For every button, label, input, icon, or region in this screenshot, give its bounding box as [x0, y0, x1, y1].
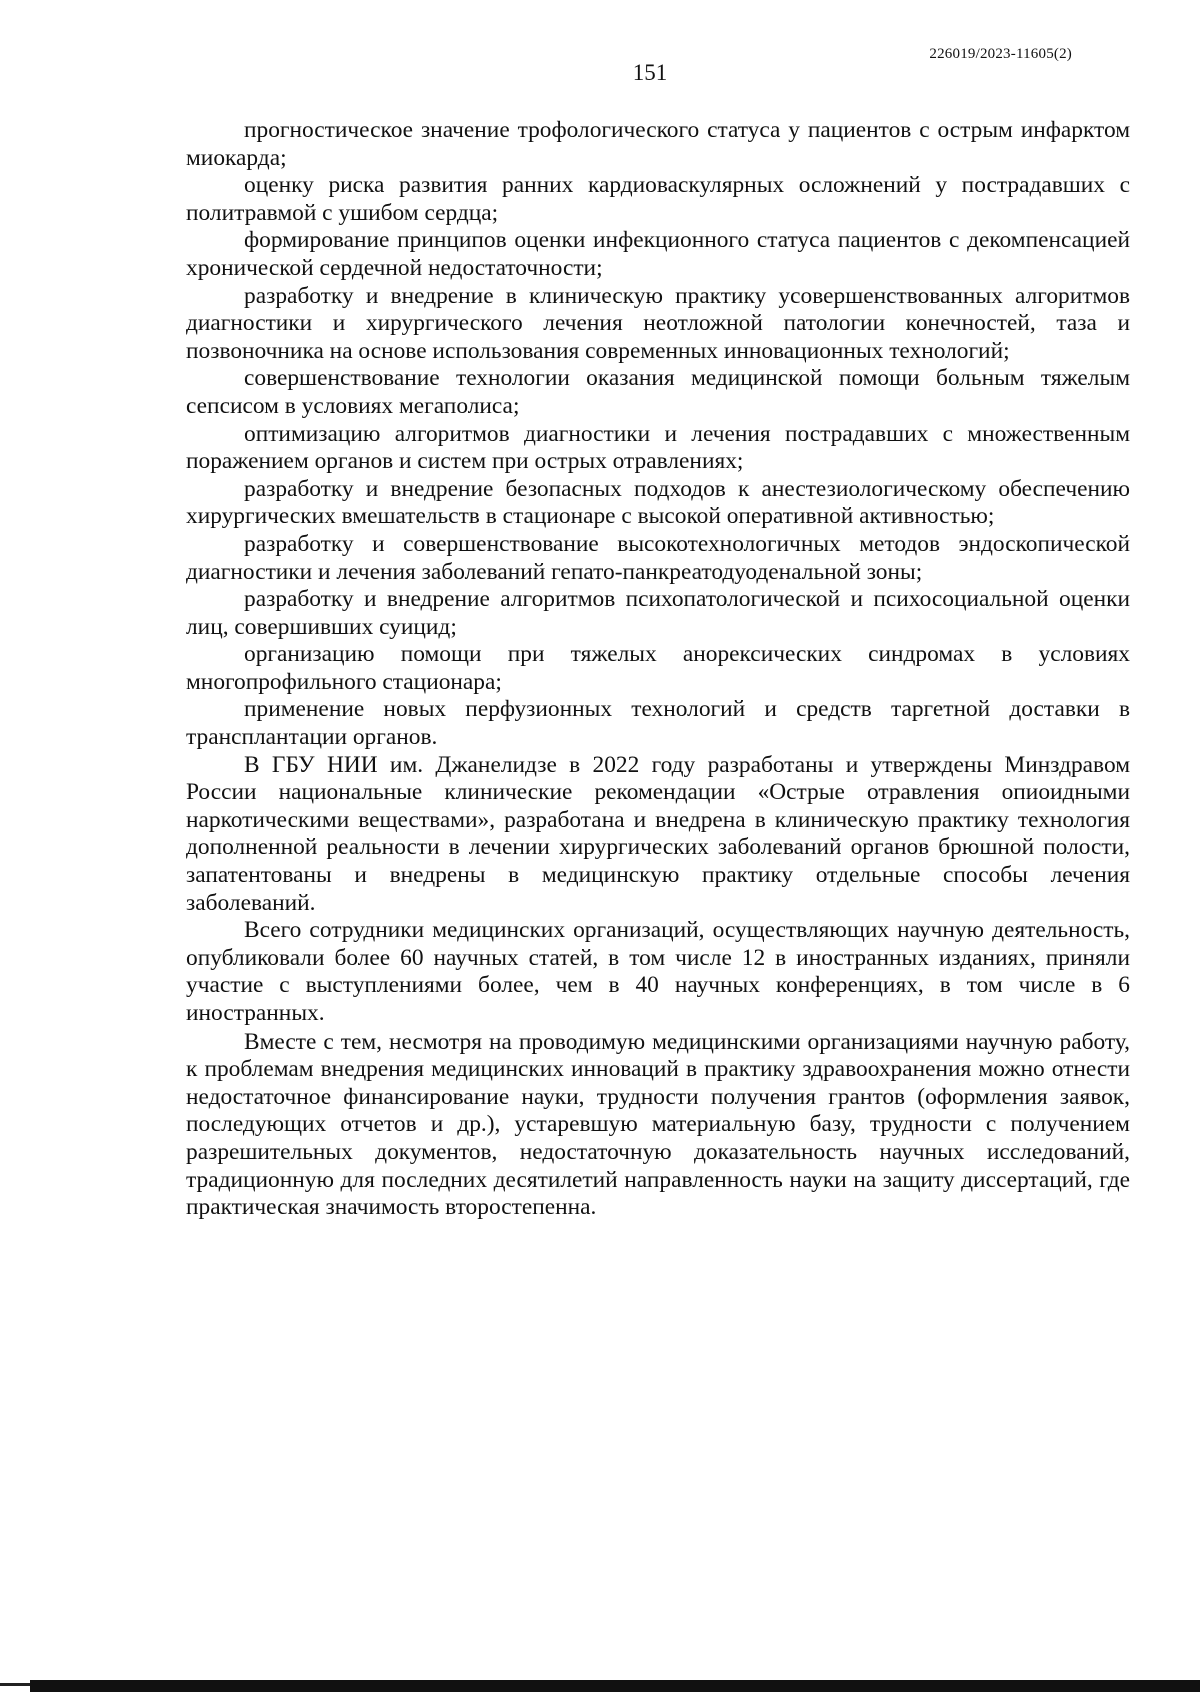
- paragraph: В ГБУ НИИ им. Джанелидзе в 2022 году разработаны и утверждены Минздравом России национальные клинические рекомендации «Острые отравления опиоидными наркотическими веществами», разработана и внедрена в клиническую практику технология дополненной реальности в лечении хирургических заболеваний органов брюшной полости, запатентованы и внедрены в медицинскую практику отдельные способы лечения заболеваний.: [186, 751, 1130, 916]
- paragraph: Вместе с тем, несмотря на проводимую медицинскими организациями научную работу, к проблемам внедрения медицинских инноваций в практику здравоохранения можно отнести недостаточное финансирование науки, трудности получения грантов (оформления заявок, последующих отчетов и др.), устаревшую материальную базу, трудности с получением разрешительных документов, недостаточную доказательность научных исследований, традиционную для последних десятилетий направленность науки на защиту диссертаций, где практическая значимость второстепенна.: [186, 1028, 1130, 1221]
- paragraph: Всего сотрудники медицинских организаций, осуществляющих научную деятельность, опубликовали более 60 научных статей, в том числе 12 в иностранных изданиях, приняли участие с выступлениями более, чем в 40 научных конференциях, в том числе в 6 иностранных.: [186, 917, 1130, 1026]
- paragraph: разработку и внедрение в клиническую практику усовершенствованных алгоритмов диагностики и хирургического лечения неотложной патологии конечностей, таза и позвоночника на основе использования современных инновационных технологий;: [186, 282, 1130, 364]
- paragraph: применение новых перфузионных технологий и средств таргетной доставки в трансплантации органов.: [186, 696, 1130, 751]
- paragraph: разработку и внедрение алгоритмов психопатологической и психосоциальной оценки лиц, совершивших суицид;: [186, 586, 1130, 640]
- paragraph: организацию помощи при тяжелых анорексических синдромах в условиях многопрофильного стационара;: [186, 641, 1130, 695]
- scan-bottom-bar: [30, 1680, 1200, 1692]
- document-id: 226019/2023-11605(2): [929, 46, 1072, 62]
- paragraph: формирование принципов оценки инфекционного статуса пациентов с декомпенсацией хронической сердечной недостаточности;: [186, 227, 1130, 281]
- paragraph: совершенствование технологии оказания медицинской помощи больным тяжелым сепсисом в условиях мегаполиса;: [186, 365, 1130, 419]
- document-body: [186, 117, 1130, 1222]
- paragraph: разработку и совершенствование высокотехнологичных методов эндоскопической диагностики и лечения заболеваний гепато-панкреатодуоденальной зоны;: [186, 530, 1130, 585]
- page-number: 151: [632, 60, 668, 85]
- paragraph: оценку риска развития ранних кардиоваскулярных осложнений у пострадавших с политравмой с ушибом сердца;: [186, 172, 1130, 226]
- paragraph: оптимизацию алгоритмов диагностики и лечения пострадавших с множественным поражением органов и систем при острых отравлениях;: [186, 420, 1130, 475]
- paragraph: прогностическое значение трофологического статуса у пациентов с острым инфарктом миокарда;: [186, 117, 1130, 171]
- paragraph: разработку и внедрение безопасных подходов к анестезиологическому обеспечению хирургических вмешательств в стационаре с высокой оперативной активностью;: [186, 475, 1130, 530]
